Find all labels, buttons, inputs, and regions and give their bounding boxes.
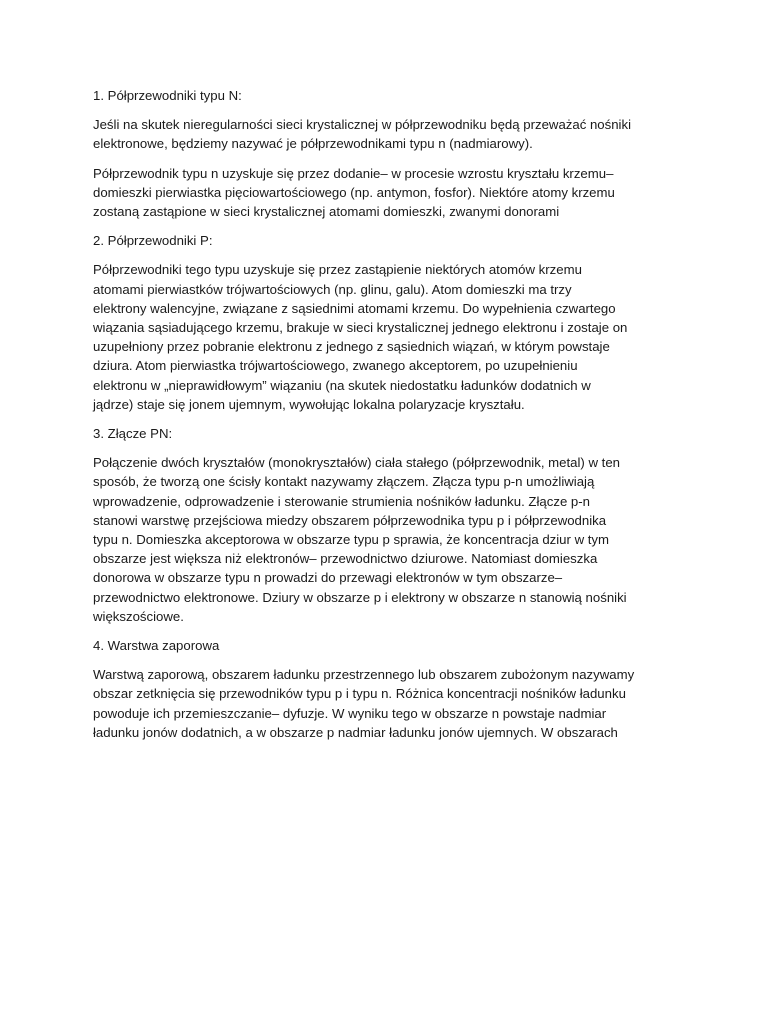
heading-depletion-layer [93,636,685,655]
paragraph-depletion-layer [93,665,685,742]
text-line: jądrze) staje się jonem ujemnym, wywołując lokalna polaryzacje kryształu. [93,396,525,412]
heading-pn-junction [93,424,685,443]
text-line: obszarze jest większa niż elektronów– przewodnictwo dziurowe. Natomiast domieszka [93,551,598,567]
text-line: 2. Półprzewodniki P: [93,233,213,249]
text-line: ładunku jonów dodatnich, a w obszarze p nadmiar ładunku jonów ujemnych. W obszarach [93,724,618,740]
text-line: donorowa w obszarze typu n prowadzi do przewagi elektronów w tym obszarze– [93,570,563,586]
text-line: domieszki pierwiastka pięciowartościowego (np. antymon, fosfor). Niektóre atomy krzemu [93,184,615,200]
text-line: 4. Warstwa zaporowa [93,638,220,654]
text-line: większościowe. [93,608,184,624]
text-line: 3. Złącze PN: [93,426,173,442]
text-line: elektronowe, będziemy nazywać je półprzewodnikami typu n (nadmiarowy). [93,136,533,152]
text-line: Jeśli na skutek nieregularności sieci krystalicznej w półprzewodniku będą przeważać nośniki [93,117,632,133]
document-body [93,86,685,752]
text-line: wiązania sąsiadującego krzemu, brakuje w sieci krystalicznej jednego elektronu i zostaje on [93,320,628,336]
paragraph-n-type-doping [93,164,685,222]
text-line: 1. Półprzewodniki typu N: [93,88,242,103]
text-line: elektronu w „nieprawidłowym” wiązaniu (na skutek niedostatku ładunków dodatnich w [93,377,591,393]
text-line: Połączenie dwóch kryształów (monokryształów) ciała stałego (półprzewodnik, metal) w ten [93,455,620,471]
text-line: elektrony walencyjne, związane z sąsiednimi atomami krzemu. Do wypełnienia czwartego [93,300,616,316]
text-line: powoduje ich przemieszczanie– dyfuzje. W wyniku tego w obszarze n powstaje nadmiar [93,705,607,721]
text-line: przewodnictwo elektronowe. Dziury w obszarze p i elektrony w obszarze n stanowią nośniki [93,589,627,605]
text-line: stanowi warstwę przejściowa miedzy obszarem półprzewodnika typu p i półprzewodnika [93,512,607,528]
text-line: sposób, że tworzą one ścisły kontakt nazywamy złączem. Złącza typu p-n umożliwiają [93,474,595,490]
text-line: Półprzewodniki tego typu uzyskuje się przez zastąpienie niektórych atomów krzemu [93,262,582,278]
paragraph-n-type-definition [93,115,685,153]
text-line: wprowadzenie, odprowadzenie i sterowanie strumienia nośników ładunku. Złącze p-n [93,493,590,509]
text-line: typu n. Domieszka akceptorowa w obszarze typu p sprawia, że koncentracja dziur w tym [93,532,609,548]
heading-p-type [93,231,685,250]
text-line: Warstwą zaporową, obszarem ładunku przestrzennego lub obszarem zubożonym nazywamy [93,667,635,683]
text-line: zostaną zastąpione w sieci krystalicznej atomami domieszki, zwanymi donorami [93,204,560,220]
text-line: obszar zetknięcia się przewodników typu p i typu n. Różnica koncentracji nośników ładunku [93,686,626,702]
paragraph-p-type [93,260,685,414]
text-line: atomami pierwiastków trójwartościowych (np. glinu, galu). Atom domieszki ma trzy [93,281,572,297]
heading-n-type [93,86,685,105]
text-line: Półprzewodnik typu n uzyskuje się przez dodanie– w procesie wzrostu kryształu krzemu– [93,165,614,181]
text-line: uzupełniony przez pobranie elektronu z jednego z sąsiednich wiązań, w którym powstaje [93,339,610,355]
paragraph-pn-junction [93,453,685,626]
text-line: dziura. Atom pierwiastka trójwartościowego, zwanego akceptorem, po uzupełnieniu [93,358,578,374]
